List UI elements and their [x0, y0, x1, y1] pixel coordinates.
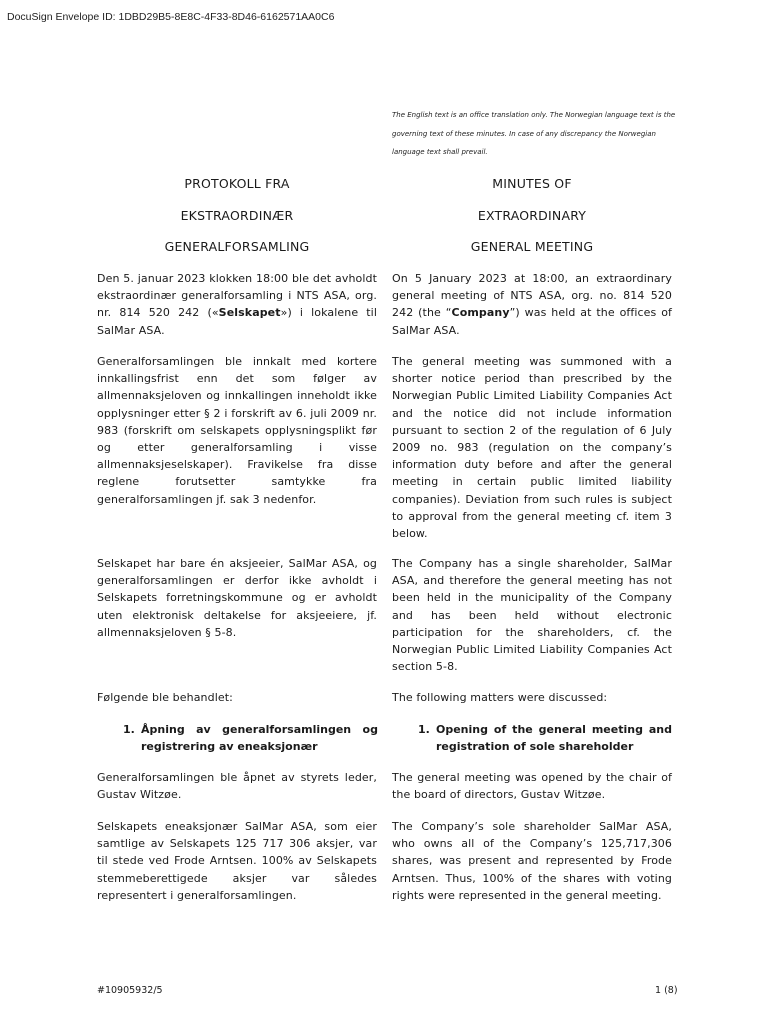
english-item-1-heading — [418, 721, 672, 755]
english-title — [392, 168, 672, 263]
english-p1-defined-term: Company — [451, 306, 510, 320]
english-title-line3: GENERAL MEETING — [470, 239, 594, 254]
norwegian-title-line1: PROTOKOLL FRA — [184, 176, 290, 191]
norwegian-p1-text-b: ») i lokalene til SalMar ASA. — [97, 306, 377, 337]
document-reference: #10905932/5 — [97, 985, 163, 996]
norwegian-p1-defined-term: Selskapet — [218, 306, 281, 320]
english-paragraph-6: The Company’s sole shareholder SalMar ASA, who owns all of the Company’s 125,717,306 shares, was present and represented by Frode Arntsen. Thus, 100% of the shares with voting rights were represented in the general meeting. — [392, 820, 672, 902]
page-number: 1 (8) — [655, 985, 678, 996]
norwegian-p1-text-a: Den 5. januar 2023 klokken 18:00 ble det avholdt ekstraordinær generalforsamling i NTS ASA, org. nr. 814 520 242 (« — [97, 272, 377, 320]
norwegian-item-1-number: 1. — [123, 723, 135, 736]
english-p1-text-b: ”) was held at the offices of SalMar ASA. — [392, 306, 673, 337]
norwegian-paragraph-5: Generalforsamlingen ble åpnet av styrets leder, Gustav Witzøe. — [97, 771, 377, 802]
english-paragraph-2: The general meeting was summoned with a shorter notice period than prescribed by the Norwegian Public Limited Liability Companies Act and the notice did not include information pursuant to section 2 of the regulation of 6 July 2009 no. 983 (regulation on the company’s information duty before and after the general meeting in certain public limited liability companies). Deviation from such rules is subject to approval from the general meeting cf. item 3 below. — [392, 355, 672, 541]
english-title-line2: EXTRAORDINARY — [477, 207, 587, 223]
english-p1-text-a: On 5 January 2023 at 18:00, an extraordinary general meeting of NTS ASA, org. no. 814 520 242 (the “ — [392, 272, 672, 320]
norwegian-paragraph-3: Selskapet har bare én aksjeeier, SalMar ASA, og generalforsamlingen er derfor ikke avholdt i Selskapets forretningskommune og er avholdt uten elektronisk deltakelse for aksjeeiere, jf. allmennaksjeloven § 5-8. — [97, 557, 377, 639]
norwegian-title-line2: EKSTRAORDINÆR — [180, 207, 294, 223]
norwegian-paragraph-2: Generalforsamlingen ble innkalt med kortere innkallingsfrist enn det som følger av allmennaksjeloven og innkallingen inneholdt ikke opplysninger etter § 2 i forskrift av 6. juli 2009 nr. 983 (forskrift om selskapets opplysningsplikt før og etter generalforsamling i visse allmennaksjeselskaper). Fravikelse fra disse reglene forutsetter samtykke fra generalforsamlingen jf. sak 3 nedenfor. — [97, 355, 377, 506]
translation-note: The English text is an office translation only. The Norwegian language text is the governing text of these minutes. In case of any discrepancy the Norwegian language text shall prevail. — [392, 111, 676, 156]
norwegian-paragraph-6: Selskapets eneaksjonær SalMar ASA, som eier samtlige av Selskapets 125 717 306 aksjer, var til stede ved Frode Arntsen. 100% av Selskapets stemmeberettigede aksjer var således representert i generalforsamlingen. — [97, 820, 377, 902]
english-title-line1: MINUTES OF — [492, 176, 572, 191]
norwegian-title — [97, 168, 377, 263]
english-item-1-title: Opening of the general meeting and registration of sole shareholder — [436, 723, 672, 754]
norwegian-item-1-title: Åpning av generalforsamlingen og registrering av eneaksjonær — [141, 723, 378, 754]
norwegian-item-1-heading — [123, 721, 378, 755]
english-paragraph-3: The Company has a single shareholder, SalMar ASA, and therefore the general meeting has not been held in the municipality of the Company and has been held without electronic participation for the shareholders, cf. the Norwegian Public Limited Liability Companies Act section 5-8. — [392, 557, 672, 674]
norwegian-paragraph-1 — [97, 270, 377, 339]
docusign-envelope-id: DocuSign Envelope ID: 1DBD29B5-8E8C-4F33-8D46-6162571AA0C6 — [7, 11, 335, 23]
norwegian-paragraph-4: Følgende ble behandlet: — [97, 691, 233, 704]
english-paragraph-1 — [392, 270, 672, 339]
english-paragraph-4: The following matters were discussed: — [392, 691, 608, 704]
english-item-1-number: 1. — [418, 723, 430, 736]
english-paragraph-5: The general meeting was opened by the chair of the board of directors, Gustav Witzøe. — [392, 771, 672, 802]
norwegian-title-line3: GENERALFORSAMLING — [164, 239, 310, 254]
